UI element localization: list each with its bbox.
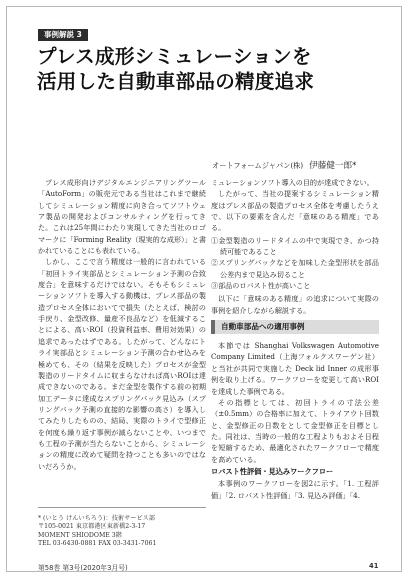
title-line-1: プレス成形シミュレーションを: [37, 45, 312, 68]
article-title: [37, 44, 377, 94]
title-line-2: 活用した自動車部品の精度追求: [37, 70, 315, 93]
requirements-list: [211, 235, 379, 292]
paragraph: したがって、当社の提案するシミュレーション精度はプレス部品の製造プロセス全体を考慮したうえで、以下の要素を含んだ「意味のある精度」である。: [211, 189, 379, 233]
case-study-badge: 事例解説 3: [38, 29, 88, 41]
page-number: 41: [369, 562, 379, 570]
footnote-line: MOMENT SHIODOME 3階: [38, 531, 122, 539]
list-item: ②スプリングバックなどを加味した金型形状を部品公差内まで見込み切ること: [211, 258, 379, 279]
footnote-line: * (いとう けんいちろう)：技術サービス部: [38, 515, 156, 522]
right-column: [211, 177, 379, 501]
paragraph: 本事例のワークフローを図2に示す。「1. 工程評価」「2. ロバスト性評価」「3. 見込み評価」「4.: [211, 479, 379, 500]
issue-info: 第58巻 第3号(2020年3月号): [38, 564, 128, 572]
author-organization: オートフォームジャパン(株): [212, 161, 304, 170]
paragraph: その指標としては、初回トライの寸法公差（±0.5mm）の合格率に加えて、トライアウト回数と、金型修正の日数をとして金型修正を目標とした。同社は、当時の一般的な工程よりもおよそ日程を短縮するため、最適化されたワークフローで精度を高めている。: [211, 397, 379, 464]
left-column: [38, 177, 206, 472]
list-item: ①金型製造のリードタイムの中で実現でき、かつ持続可能であること: [211, 235, 379, 257]
paragraph: プレス成形向けデジタルエンジニアリングツール「AutoForm」の販売元である当社はこれまで継続してシミュレーション精度に向き合ってソフトウェア製品の開発およびコンサルティングを行ってきた。これは25年間にわたり実現してきた当社のロゴマークに「Forming Reality（現実的な成形）」と書かれていることにも表れている。: [38, 178, 206, 256]
article-page: [6, 6, 402, 572]
footnote-divider: [38, 507, 206, 508]
paragraph: 以下に「意味のある精度」の追求について実際の事例を紹介しながら解説する。: [211, 294, 379, 315]
author-line: [212, 159, 392, 171]
footnote-line: TEL 03-6430-0881 FAX 03-3431-7061: [38, 539, 157, 547]
paragraph: 本節では Shanghai Volkswagen Automotive Company Limited（上海フォルクスワーゲン社）と当社が共同で実施した Deck lid Inner の成形事例を取り上げる。ワークフローを変更して高いROIを達成した事例である。: [211, 341, 379, 396]
subheading: ロバスト性評価・見込みワークフロー: [211, 466, 334, 476]
section-heading: 自動車部品への適用事例: [211, 320, 379, 334]
paragraph: ミュレーションソフト導入の目的が達成できない。: [211, 178, 374, 187]
paragraph: しかし、ここで言う精度は一般的に言われている「初回トライ実部品とシミュレーション予測の合致度合」を意味するだけではない。そもそもシミュレーションソフトを導入する動機は、プレス部品の製造プロセス全体においてで損失（たとえば、検討の手戻り、金型改修、量産不良品など）を低減することによる、高いROI（投資利益率、費用対効果）の追求であったはずである。したがって、どんなにトライ実部品とシミュレーション予測の合わせ込みを極めても、その（結果を反映した）プロセスが金型製造のリードタイムに収まらなければ高いROIは達成できないのである。まだ金型を製作する前の初期加工データに達成なスプリングバック見込み（スプリングバック予測の直接的な影響の高さ）を導入してみたりしたものの、結局、実際のトライで型修正を何度も繰り返す事例が減らないことや、いつまでも工程の予測が当たらないことから、シミュレーションの精度に改めて疑問を持つことも多いのではないだろうか。: [38, 257, 206, 471]
footnote-line: 〒105-0021 東京都港区東新橋2-3-17: [38, 523, 146, 531]
list-item: ③部品のロバスト性が高いこと: [211, 281, 311, 291]
footnote: [38, 515, 206, 548]
author-name: 伊藤健一郎*: [309, 161, 357, 171]
